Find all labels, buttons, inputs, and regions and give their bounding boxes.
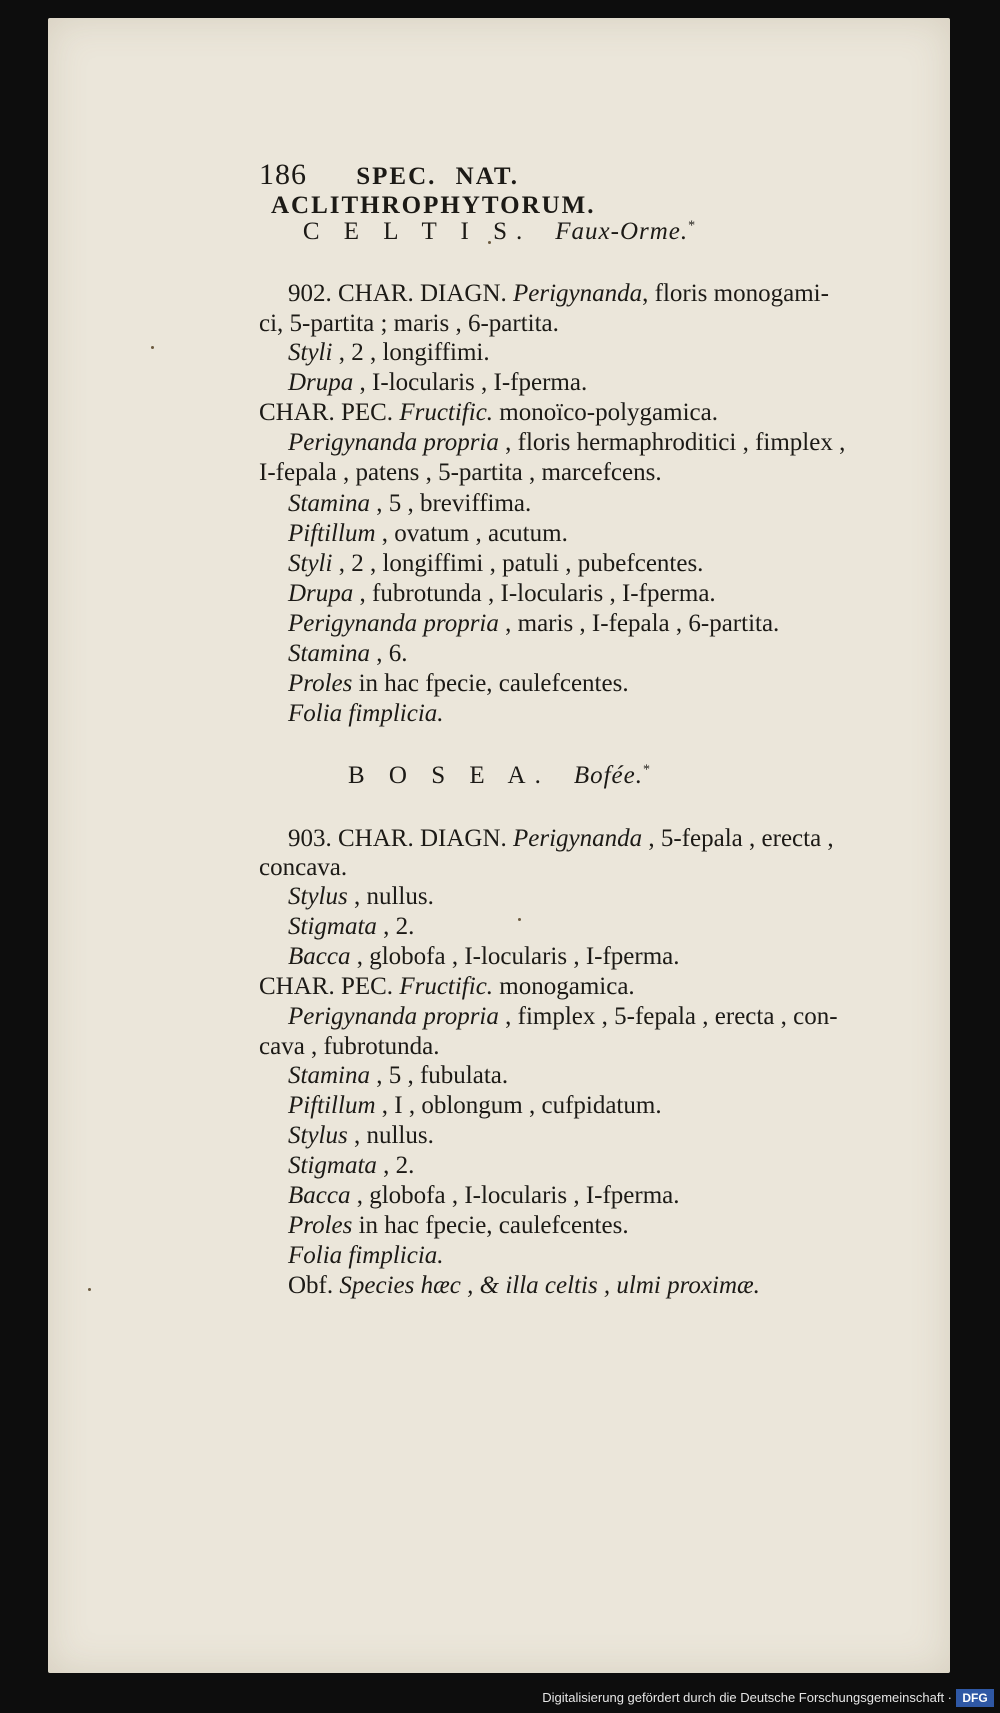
description-line: Folia fimplicia. <box>288 700 444 728</box>
running-header <box>259 158 859 220</box>
running-title-word: SPEC. <box>356 163 437 190</box>
digitization-footer <box>0 1686 1000 1713</box>
description-line: cava , fubrotunda. <box>259 1032 440 1060</box>
description-line: Stylus , nullus. <box>288 1122 434 1150</box>
description-line: Perigynanda propria , floris hermaphroditici , fimplex , <box>288 429 846 457</box>
genus-name: B O S E A. <box>347 762 550 789</box>
book-page <box>48 18 950 1673</box>
description-line: Bacca , globofa , I-locularis , I-fperma. <box>288 942 680 970</box>
genus-heading-celtis <box>48 218 950 246</box>
description-line: Stamina , 5 , fubulata. <box>288 1062 509 1090</box>
description-line: Stylus , nullus. <box>288 883 434 910</box>
funding-credit: Digitalisierung gefördert durch die Deutsche Forschungsgemeinschaft · <box>542 1690 952 1705</box>
description-line: Styli , 2 , longiffimi. <box>288 339 490 366</box>
footnote-mark: * <box>688 218 696 234</box>
dfg-logo: DFG <box>956 1689 994 1707</box>
genus-name: C E L T I S. <box>302 218 532 245</box>
description-line: Drupa , I-locularis , I-fperma. <box>288 369 588 397</box>
running-title-word: NAT. <box>455 163 519 190</box>
description-line: Folia fimplicia. <box>288 1241 444 1269</box>
diagnosis-continuation: ci, 5-partita ; maris , 6-partita. <box>259 310 559 337</box>
diagnosis-continuation: concava. <box>259 854 348 881</box>
paper-speck <box>518 918 521 921</box>
description-line: Stigmata , 2. <box>288 1152 415 1180</box>
description-line: Piftillum , ovatum , acutum. <box>288 519 568 547</box>
description-line: Bacca , globofa , I-locularis , I-fperma. <box>288 1182 680 1209</box>
description-line: Perigynanda propria , fimplex , 5-fepala , erecta , con- <box>288 1002 838 1030</box>
description-line: Piftillum , I , oblongum , cufpidatum. <box>288 1092 662 1120</box>
description-line: Stamina , 6. <box>288 640 408 667</box>
description-line: CHAR. PEC. Fructific. monoïco-polygamica. <box>259 399 718 427</box>
running-title-word: ACLITHROPHYTORUM. <box>271 192 596 219</box>
description-line: Stamina , 5 , breviffima. <box>288 489 532 517</box>
diagnosis-line: 902. CHAR. DIAGN. Perigynanda, floris monogami- <box>288 280 829 307</box>
description-line: Drupa , fubrotunda , I-locularis , I-fperma. <box>288 579 716 607</box>
description-line: Stigmata , 2. <box>288 912 415 940</box>
description-line: Perigynanda propria , maris , I-fepala , 6-partita. <box>288 609 780 637</box>
page-number: 186 <box>259 158 307 191</box>
common-name: Faux-Orme. <box>555 218 689 245</box>
description-line: Styli , 2 , longiffimi , patuli , pubefcentes. <box>288 549 704 577</box>
footnote-mark: * <box>643 762 650 778</box>
observation-line: Obf. Species hæc , & illa celtis , ulmi proximæ. <box>288 1272 760 1299</box>
common-name: Bofée. <box>573 762 643 789</box>
paper-speck <box>88 1288 91 1291</box>
diagnosis-line: 903. CHAR. DIAGN. Perigynanda , 5-fepala , erecta , <box>288 825 834 852</box>
description-line: Proles in hac fpecie, caulefcentes. <box>288 670 629 698</box>
description-line: I-fepala , patens , 5-partita , marcefcens. <box>259 459 662 487</box>
description-line: CHAR. PEC. Fructific. monogamica. <box>259 972 635 1000</box>
paper-speck <box>151 346 154 349</box>
genus-heading-bosea <box>48 762 950 790</box>
description-line: Proles in hac fpecie, caulefcentes. <box>288 1211 629 1239</box>
